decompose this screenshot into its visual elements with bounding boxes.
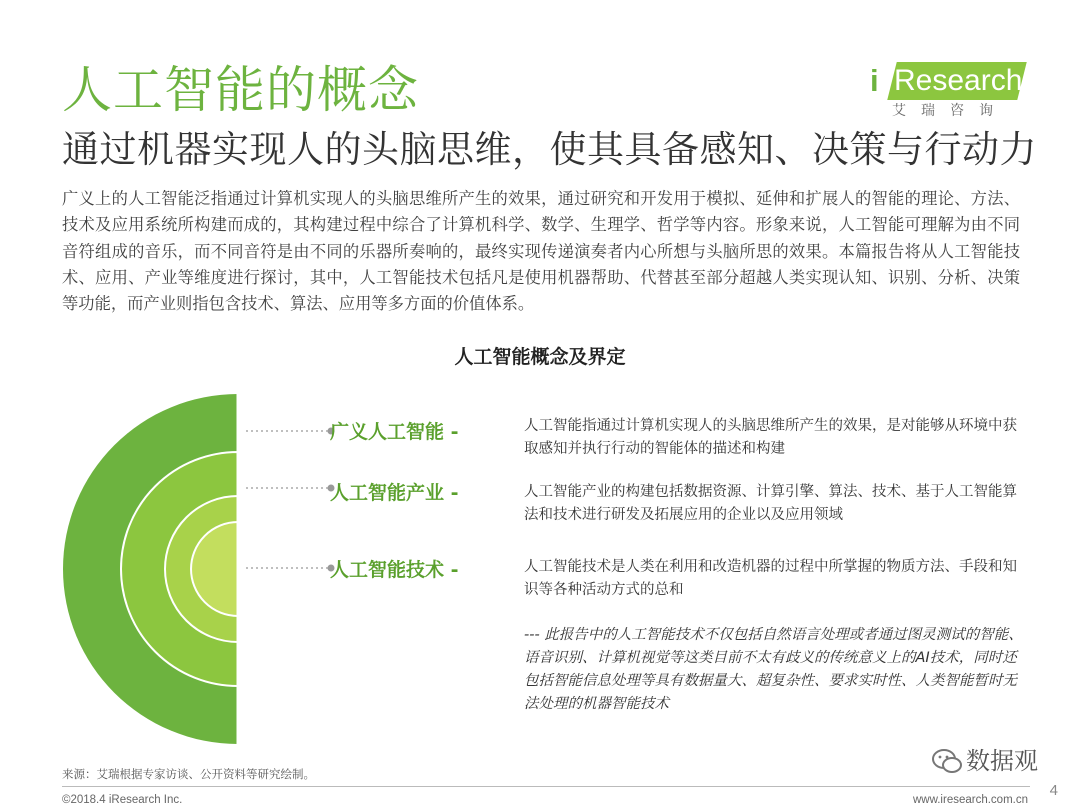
copyright: ©2018.4 iResearch Inc. <box>62 794 183 806</box>
page-title: 人工智能的概念 <box>62 61 419 119</box>
logo-chinese-name: 艾瑞咨询 <box>892 103 1008 119</box>
intro-paragraph: 广义上的人工智能泛指通过计算机实现人的头脑思维所产生的效果，通过研究和开发用于模拟、延伸和扩展人的智能的理论、方法、技术及应用系统所构建而成的，其构建过程中综合了计算机科学、数学、生理学、哲学等内容。形象来说，人工智能可理解为由不同音符组成的音乐，而不同音符是由不同的乐器所奏响的，最终实现传递演奏者内心所想与头脑所思的效果。本篇报告将从人工智能技术、应用、产业等维度进行探讨，其中，人工智能技术包括凡是使用机器帮助、代替甚至部分超越人类实现认知、识别、分析、决策等功能，而产业则指包含技术、算法、应用等多方面的价值体系。 <box>62 189 1020 314</box>
wechat-icon <box>930 744 964 778</box>
website-link[interactable]: www.iresearch.com.cn <box>912 794 1028 806</box>
desc-ai-industry: 人工智能产业的构建包括数据资源、计算引擎、算法、技术、基于人工智能算法和技术进行研发及拓展应用的企业以及应用领域 <box>524 484 1017 523</box>
figure-title: 人工智能概念及界定 <box>454 346 626 368</box>
figure-note: --- 此报告中的人工智能技术不仅包括自然语言处理或者通过图灵测试的智能、语音识别、计算机视觉等这类目前不太有歧义的传统意义上的AI技术，同时还包括智能信息处理等具有数据量大、超复杂性、要求实时性、人类智能暂时无法处理的机器智能技术 <box>524 627 1023 712</box>
watermark-text: 数据观 <box>966 747 1038 775</box>
watermark <box>930 744 1060 780</box>
footer-divider <box>62 786 1030 787</box>
logo-letter-i: i <box>870 63 879 98</box>
iresearch-logo <box>866 60 1046 124</box>
label-ai-industry: 人工智能产业 - <box>330 482 459 504</box>
label-ai-technology: 人工智能技术 - <box>330 559 459 581</box>
label-broad-ai: 广义人工智能 - <box>330 421 459 443</box>
logo-wordmark: Research <box>894 64 1023 97</box>
source-note: 来源：艾瑞根据专家访谈、公开资料等研究绘制。 <box>62 767 315 781</box>
page-number: 4 <box>1049 782 1058 799</box>
page-subtitle: 通过机器实现人的头脑思维，使其具备感知、决策与行动力 <box>62 128 1037 171</box>
desc-ai-technology: 人工智能技术是人类在利用和改造机器的过程中所掌握的物质方法、手段和知识等各种活动方式的总和 <box>524 559 1017 598</box>
desc-broad-ai: 人工智能指通过计算机实现人的头脑思维所产生的效果，是对能够从环境中获取感知并执行行动的智能体的描述和构建 <box>524 418 1017 457</box>
